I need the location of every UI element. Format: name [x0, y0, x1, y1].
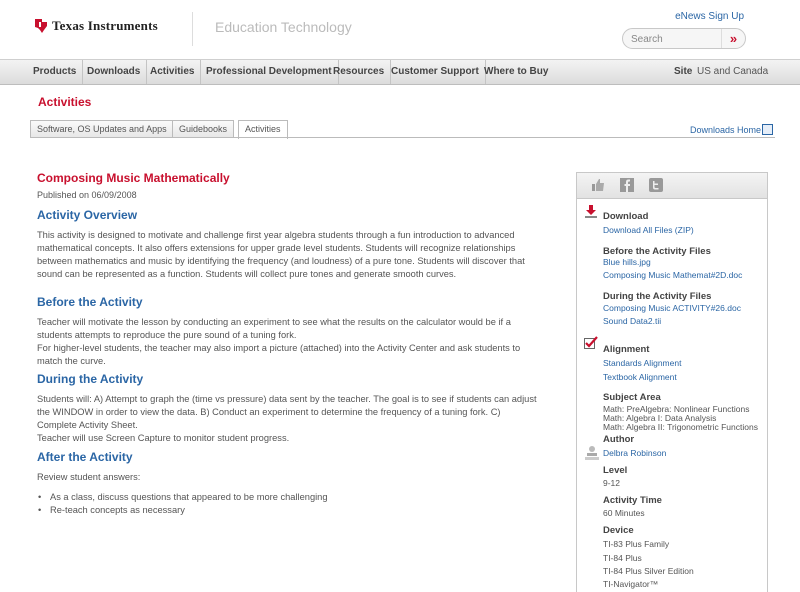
- after-activity-list: [50, 491, 537, 516]
- search-input[interactable]: [631, 32, 717, 46]
- during-activity-heading: During the Activity: [37, 372, 144, 386]
- level-value: 9-12: [603, 478, 621, 488]
- device-item: TI-83 Plus Family: [603, 539, 670, 549]
- subject-item: Math: PreAlgebra: Nonlinear Functions: [603, 404, 750, 414]
- author-heading: Author: [603, 434, 635, 445]
- subject-item: Math: Algebra I: Data Analysis: [603, 413, 717, 423]
- tab-software[interactable]: Software, OS Updates and Apps: [30, 120, 174, 138]
- ti-state-icon: [34, 18, 48, 34]
- downloads-home-link[interactable]: Downloads Home: [690, 125, 762, 135]
- search-go-button[interactable]: »: [721, 29, 745, 48]
- article-title: Composing Music Mathematically: [37, 171, 230, 185]
- device-item: TI-Navigator™: [603, 579, 659, 589]
- list-item: • Re-teach concepts as necessary: [50, 504, 537, 517]
- subject-area-heading: Subject Area: [603, 392, 661, 403]
- device-item: TI-84 Plus Silver Edition: [603, 566, 694, 576]
- after-activity-heading: After the Activity: [37, 450, 133, 464]
- page-title: Activities: [38, 95, 92, 109]
- nav-products[interactable]: Products: [27, 60, 83, 84]
- before-files-heading: Before the Activity Files: [603, 246, 711, 257]
- activity-time-value: 60 Minutes: [603, 508, 645, 518]
- site-selector[interactable]: US and Canada: [697, 66, 769, 77]
- activity-sidebar: [576, 172, 768, 592]
- subject-item: Math: Algebra II: Trigonometric Functions: [603, 422, 758, 432]
- during-activity-text-2: Teacher will use Screen Capture to monitor student progress.: [37, 433, 290, 443]
- header-divider: [192, 12, 193, 46]
- ti-logo-text: Texas Instruments: [52, 18, 158, 33]
- home-icon[interactable]: [762, 124, 773, 135]
- nav-where-to-buy[interactable]: Where to Buy: [484, 66, 549, 77]
- standards-alignment-link[interactable]: Standards Alignment: [603, 358, 682, 368]
- device-heading: Device: [603, 525, 634, 536]
- download-all-link[interactable]: Download All Files (ZIP): [603, 225, 694, 235]
- file-link-blue-hills[interactable]: Blue hills.jpg: [603, 257, 651, 267]
- main-nav: [0, 59, 800, 85]
- alignment-heading: Alignment: [603, 344, 650, 355]
- level-heading: Level: [603, 465, 628, 476]
- during-files-heading: During the Activity Files: [603, 291, 712, 302]
- nav-downloads[interactable]: Downloads: [81, 60, 147, 84]
- search-box: [622, 28, 746, 49]
- activity-overview-text: This activity is designed to motivate and challenge first year algebra students through a fun introduction to advanced mathematical concepts. It also offers extensions for upper grade level students. Students will recognize relationships between mathematics and music by identifying the frequency (and loudness) of a pure tone. Students will discover that sound can be represented as a function. Students will collect pure tones and generate smooth curves.: [37, 230, 525, 279]
- thumbs-up-icon[interactable]: [591, 178, 605, 192]
- device-item: TI-84 Plus: [603, 553, 642, 563]
- author-icon: [584, 445, 600, 461]
- site-label: Site: [674, 66, 693, 77]
- author-link[interactable]: Delbra Robinson: [603, 448, 667, 458]
- section-title: Education Technology: [215, 19, 352, 35]
- textbook-alignment-link[interactable]: Textbook Alignment: [603, 372, 677, 382]
- nav-activities[interactable]: Activities: [144, 60, 201, 84]
- share-bar: [577, 173, 767, 199]
- download-heading: Download: [603, 211, 649, 222]
- site-header: [0, 0, 800, 58]
- tab-guidebooks[interactable]: Guidebooks: [172, 120, 234, 138]
- before-activity-text-2: For higher-level students, the teacher may also import a picture (attached) into the Activity Center and ask students to match the curve.: [37, 343, 521, 366]
- file-link-composing-doc[interactable]: Composing Music Mathemat#2D.doc: [603, 270, 743, 280]
- tab-activities[interactable]: Activities: [238, 120, 288, 139]
- article: [37, 171, 537, 516]
- before-activity-text-1: Teacher will motivate the lesson by conducting an experiment to see what the results on the calculator would be if a students attempts to reproduce the pure sound of a tuning fork.: [37, 317, 511, 340]
- download-icon: [584, 205, 598, 219]
- activity-time-heading: Activity Time: [603, 495, 662, 506]
- checkbox-checked-icon: [584, 336, 598, 350]
- list-item: • As a class, discuss questions that appeared to be more challenging: [50, 491, 537, 504]
- ti-logo[interactable]: [34, 18, 158, 34]
- nav-customer-support[interactable]: Customer Support: [385, 60, 486, 84]
- twitter-icon[interactable]: [649, 178, 663, 192]
- facebook-icon[interactable]: [620, 178, 634, 192]
- activity-overview-heading: Activity Overview: [37, 208, 138, 222]
- during-activity-text-1: Students will: A) Attempt to graph the (time vs pressure) data sent by the teacher. The goal is to see if students can adjust the WINDOW in order to view the data. B) Conduct an experiment to determine the frequency of a tuning fork. C) Complete Activity Sheet.: [37, 394, 537, 430]
- file-link-sound-data[interactable]: Sound Data2.tii: [603, 316, 662, 326]
- nav-resources[interactable]: Resources: [327, 60, 391, 84]
- tabs-divider: [30, 137, 775, 138]
- enews-signup-link[interactable]: eNews Sign Up: [675, 11, 744, 22]
- before-activity-heading: Before the Activity: [37, 295, 143, 309]
- published-date: Published on 06/09/2008: [37, 190, 137, 200]
- file-link-activity-doc[interactable]: Composing Music ACTIVITY#26.doc: [603, 303, 741, 313]
- after-activity-text: Review student answers:: [37, 472, 141, 482]
- nav-professional-development[interactable]: Professional Development: [200, 60, 339, 84]
